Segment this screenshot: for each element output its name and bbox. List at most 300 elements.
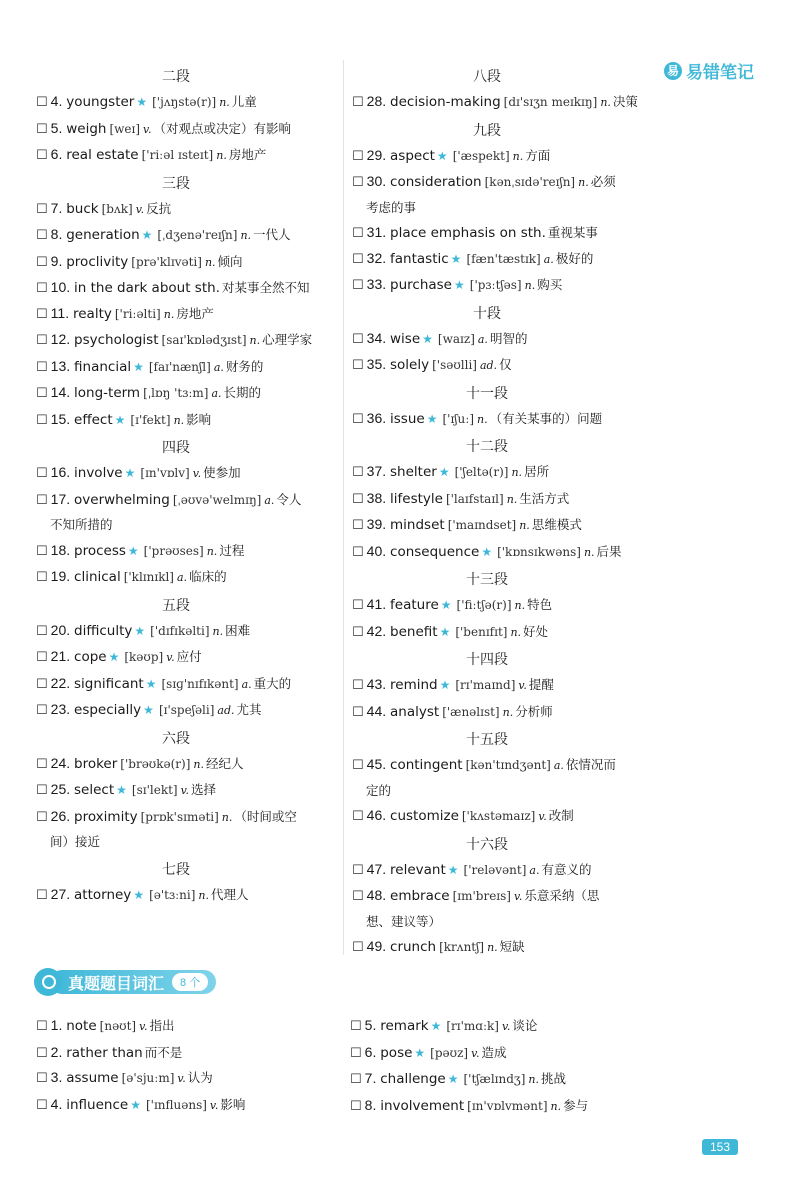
vocab-entry (36, 460, 326, 487)
entry-phonetic: [faɪ'nænʃl] (148, 359, 211, 374)
vocab-section-title-bar (50, 970, 216, 994)
entry-phonetic: ['reləvənt] (463, 862, 527, 877)
entry-definition: 提醒 (528, 677, 554, 692)
entry-word: pose (380, 1044, 413, 1061)
entry-word: generation (66, 227, 140, 243)
entry-word: difficulty (74, 622, 133, 639)
star-icon: ★ (136, 95, 148, 109)
entry-definition: 影响 (220, 1096, 246, 1112)
entry-number: 31. (366, 224, 387, 240)
entry-definition: 决策 (612, 94, 638, 109)
entry-phonetic: [krʌntʃ] (439, 940, 485, 954)
entry-word: challenge (380, 1071, 446, 1087)
vocab-section-title: 真题题目词汇 (68, 975, 165, 993)
entry-number: 12. (50, 331, 71, 347)
entry-word: cope (74, 649, 107, 665)
checkbox[interactable]: ☐ (36, 675, 48, 691)
entry-word: benefit (390, 623, 438, 640)
star-icon: ★ (141, 228, 153, 242)
entry-word: involvement (380, 1097, 465, 1114)
checkbox[interactable]: ☐ (36, 808, 48, 824)
entry-part-of-speech: v. (166, 651, 175, 664)
entry-number: 5. (50, 119, 63, 136)
entry-part-of-speech: n. (198, 888, 209, 902)
checkbox[interactable]: ☐ (36, 755, 48, 771)
checkbox[interactable]: ☐ (36, 94, 48, 109)
star-icon: ★ (481, 544, 493, 559)
entry-part-of-speech: v. (538, 810, 547, 823)
entry-part-of-speech: a. (211, 387, 222, 400)
checkbox[interactable]: ☐ (352, 94, 364, 109)
entry-number: 27. (50, 885, 71, 902)
checkbox[interactable]: ☐ (352, 174, 364, 189)
entry-phonetic: ['ɪnfluəns] (145, 1097, 207, 1112)
entry-word: significant (74, 675, 144, 692)
entry-phonetic: [nəʊt] (99, 1019, 137, 1033)
entry-definition: 令人 (276, 491, 302, 507)
entry-phonetic: ['laɪfstaɪl] (445, 491, 504, 506)
entry-definition: 心理学家 (262, 332, 313, 347)
entry-word: youngster (66, 94, 135, 110)
entry-number: 25. (50, 781, 71, 797)
entry-definition: 指出 (149, 1018, 175, 1033)
entry-word: overwhelming (74, 491, 170, 508)
star-icon: ★ (116, 783, 127, 797)
entry-part-of-speech: v. (139, 1020, 148, 1033)
vocab-entry (36, 142, 326, 169)
star-icon: ★ (108, 650, 120, 664)
star-icon: ★ (133, 359, 144, 374)
entry-phonetic: [waɪz] (437, 331, 475, 346)
vocab-entry (352, 459, 642, 486)
entry-number: 9. (50, 252, 63, 269)
entry-phonetic: ['dɪfɪkəlti] (150, 623, 210, 638)
vocab-entry (352, 352, 642, 379)
entry-phonetic: [kən'tɪndʒənt] (465, 758, 551, 772)
vocab-entry (352, 803, 642, 830)
vocab-entry (36, 249, 326, 276)
checkbox[interactable]: ☐ (352, 357, 364, 372)
entry-part-of-speech: ad. (217, 704, 235, 717)
entry-number: 42. (366, 622, 387, 639)
checkbox[interactable]: ☐ (36, 886, 48, 902)
entry-number: 14. (50, 384, 71, 400)
entry-number: 46. (366, 807, 387, 823)
section-heading: 二段 (162, 68, 190, 84)
checkbox[interactable]: ☐ (352, 147, 364, 163)
entry-part-of-speech: n. (163, 307, 175, 321)
right-column (352, 62, 642, 961)
entry-number: 33. (366, 276, 387, 292)
entry-definition: 特色 (527, 597, 553, 612)
entry-word: note (66, 1018, 97, 1034)
checkbox[interactable]: ☐ (352, 939, 364, 954)
entry-part-of-speech: a. (264, 493, 275, 507)
entry-definition-continued: 不知所措的 (50, 517, 113, 532)
checkbox[interactable]: ☐ (352, 277, 364, 292)
checkbox[interactable]: ☐ (36, 702, 48, 717)
vocab-entry (352, 169, 642, 220)
entry-part-of-speech: n. (528, 1073, 539, 1086)
checkbox[interactable]: ☐ (36, 385, 48, 400)
entry-definition: 仅 (499, 357, 512, 372)
vocab-entry (352, 592, 642, 619)
vocab-entry (36, 882, 326, 909)
checkbox[interactable]: ☐ (36, 411, 48, 427)
vocab-entry (36, 1065, 245, 1092)
checkbox[interactable]: ☐ (36, 227, 48, 242)
entry-definition: 儿童 (231, 94, 257, 109)
entry-part-of-speech: n. (216, 149, 227, 162)
section-heading: 三段 (162, 174, 190, 191)
vocab-entry (352, 220, 642, 246)
checkbox[interactable]: ☐ (352, 861, 364, 877)
vocab-entry (350, 1066, 588, 1093)
checkbox[interactable]: ☐ (36, 649, 48, 664)
star-icon: ★ (134, 623, 146, 638)
section-heading: 五段 (162, 596, 190, 613)
entry-word: place emphasis on sth. (390, 225, 546, 241)
star-icon: ★ (422, 331, 433, 346)
entry-phonetic: ['riːəl ɪsteɪt] (141, 148, 214, 162)
checkbox[interactable]: ☐ (352, 543, 364, 559)
entry-phonetic: [ɪn'vɒlv] (140, 466, 190, 480)
checkbox[interactable]: ☐ (352, 623, 364, 639)
checkbox[interactable]: ☐ (352, 703, 364, 719)
entry-part-of-speech: v. (501, 1020, 511, 1033)
entry-definition: 明智的 (489, 330, 528, 346)
star-icon: ★ (143, 703, 154, 717)
entry-phonetic: [ˌəʊvə'welmɪŋ] (172, 492, 262, 507)
entry-number: 36. (366, 409, 387, 426)
entry-part-of-speech: n. (204, 255, 216, 269)
entry-phonetic: ['jʌŋstə(r)] (152, 95, 217, 109)
entry-part-of-speech: n. (550, 1099, 562, 1113)
checkbox[interactable]: ☐ (350, 1018, 362, 1033)
entry-definition: 对某事全然不知 (221, 280, 310, 295)
entry-number: 18. (50, 541, 71, 558)
vocab-entry (352, 512, 642, 539)
checkbox[interactable]: ☐ (352, 808, 364, 823)
entry-phonetic: [ɪ'speʃəli] (158, 703, 215, 717)
entry-part-of-speech: a. (177, 571, 188, 584)
entry-definition: 方面 (525, 147, 551, 163)
checkbox[interactable]: ☐ (352, 888, 364, 903)
entry-word: consideration (390, 174, 482, 190)
entry-word: financial (74, 358, 132, 375)
vocab-entry (36, 354, 326, 381)
section-heading: 十五段 (466, 731, 508, 747)
entry-number: 7. (50, 199, 63, 216)
entry-number: 37. (366, 463, 387, 479)
entry-number: 11. (50, 304, 70, 321)
checkbox[interactable]: ☐ (36, 358, 48, 374)
entry-number: 20. (50, 621, 71, 638)
bottom-left-list (36, 1013, 245, 1118)
entry-phonetic: [fæn'tæstɪk] (466, 251, 541, 266)
checkbox[interactable]: ☐ (36, 622, 48, 638)
entry-phonetic: [prə'klɪvəti] (131, 254, 202, 269)
entry-word: consequence (390, 543, 480, 560)
entry-definition-continued: 间）接近 (50, 834, 101, 849)
entry-word: rather than (66, 1044, 143, 1061)
vocab-entry (36, 618, 326, 645)
entry-number: 17. (50, 490, 71, 507)
entry-definition: 选择 (191, 782, 217, 797)
entry-word: buck (66, 200, 99, 217)
checkbox[interactable]: ☐ (352, 677, 364, 692)
section-heading: 六段 (162, 729, 190, 746)
entry-word: influence (66, 1096, 129, 1113)
entry-part-of-speech: v. (471, 1046, 480, 1060)
checkbox[interactable]: ☐ (36, 491, 48, 507)
vocab-entry (36, 1040, 245, 1066)
vocab-entry (350, 1013, 588, 1040)
star-icon: ★ (439, 624, 451, 639)
star-icon: ★ (454, 278, 465, 292)
entry-definition: 反抗 (146, 200, 172, 216)
entry-word: in the dark about sth. (74, 280, 220, 296)
entry-part-of-speech: v. (192, 467, 202, 480)
vocab-entry (352, 672, 642, 699)
vocab-entry (352, 143, 642, 170)
entry-phonetic: ['ʃeltə(r)] (454, 465, 509, 479)
entry-number: 28. (366, 93, 387, 109)
entry-definition: 尤其 (236, 702, 262, 717)
entry-number: 4. (50, 1095, 63, 1112)
checkbox[interactable]: ☐ (352, 410, 364, 426)
entry-word: proclivity (66, 253, 129, 270)
entry-phonetic: [rɪ'mɑːk] (446, 1019, 499, 1033)
entry-number: 34. (366, 329, 387, 346)
star-icon: ★ (145, 676, 157, 691)
star-icon: ★ (436, 148, 448, 163)
entry-number: 6. (364, 1043, 377, 1060)
entry-definition: 一代人 (253, 227, 291, 242)
entry-number: 22. (50, 674, 71, 691)
entry-definition: （时间或空 (234, 808, 297, 824)
entry-number: 32. (366, 249, 387, 266)
vocab-entry (350, 1093, 588, 1120)
entry-definition: 使参加 (203, 465, 241, 480)
entry-word: process (74, 542, 126, 559)
entry-number: 47. (366, 860, 387, 877)
star-icon: ★ (133, 887, 145, 902)
entry-phonetic: [ɪm'breɪs] (452, 889, 511, 903)
entry-word: broker (74, 755, 118, 772)
checkbox[interactable]: ☐ (350, 1044, 362, 1060)
entry-phonetic: ['æspekt] (452, 148, 510, 163)
entry-number: 13. (50, 357, 71, 374)
checkbox[interactable]: ☐ (36, 305, 48, 321)
entry-part-of-speech: v. (177, 1072, 186, 1085)
entry-part-of-speech: a. (477, 332, 488, 346)
entry-word: realty (72, 305, 112, 322)
entry-part-of-speech: n. (249, 334, 261, 347)
entry-part-of-speech: v. (514, 890, 523, 903)
entry-word: shelter (390, 464, 437, 480)
entry-phonetic: ['pɜːtʃəs] (469, 278, 522, 292)
entry-phonetic: [pəʊz] (430, 1045, 469, 1060)
entry-phonetic: [sɪɡ'nɪfɪkənt] (161, 676, 239, 691)
entry-definition: 临床的 (189, 569, 227, 584)
entry-part-of-speech: n. (173, 413, 185, 427)
entry-phonetic: [dɪ'sɪʒn meɪkɪŋ] (503, 95, 598, 109)
entry-part-of-speech: a. (529, 863, 540, 877)
entry-phonetic: [ə'tɜːni] (149, 887, 196, 902)
entry-phonetic: [sɪ'lekt] (131, 783, 178, 797)
section-heading: 九段 (473, 121, 501, 138)
entry-phonetic: ['səʊlli] (432, 358, 477, 372)
entry-phonetic: ['kɒnsɪkwəns] (497, 544, 581, 559)
entry-part-of-speech: n. (583, 545, 595, 559)
entry-word: clinical (74, 569, 121, 585)
vocab-entry (36, 1013, 245, 1040)
entry-number: 26. (50, 807, 71, 824)
checkbox[interactable]: ☐ (36, 332, 48, 347)
vocab-entry (352, 326, 642, 353)
checkbox[interactable]: ☐ (352, 490, 364, 506)
entry-part-of-speech: n. (221, 810, 233, 824)
vocab-entry (36, 777, 326, 804)
entry-phonetic: ['maɪndset] (447, 518, 517, 532)
entry-word: relevant (390, 861, 446, 878)
star-icon: ★ (447, 862, 459, 877)
vocab-entry (352, 752, 642, 803)
vocab-entry (352, 89, 642, 116)
entry-part-of-speech: n. (519, 519, 530, 532)
entry-definition: （对观点或决定）有影响 (153, 120, 291, 136)
entry-number: 23. (50, 701, 71, 717)
entry-phonetic: [prɒk'sɪməti] (140, 809, 219, 824)
entry-phonetic: [ɪn'vɒlvmənt] (467, 1098, 548, 1113)
entry-definition: 生活方式 (519, 490, 570, 506)
checkbox[interactable]: ☐ (36, 465, 48, 480)
checkbox[interactable]: ☐ (350, 1097, 362, 1113)
entry-word: attorney (74, 886, 132, 903)
vocab-entry (352, 486, 642, 513)
entry-definition: 短缺 (499, 939, 525, 954)
entry-part-of-speech: n. (477, 412, 488, 426)
entry-number: 44. (366, 702, 387, 719)
section-heading: 八段 (473, 68, 501, 84)
entry-number: 48. (366, 887, 387, 903)
entry-part-of-speech: v. (209, 1098, 219, 1112)
entry-definition: 过程 (219, 542, 245, 558)
checkbox[interactable]: ☐ (352, 250, 364, 266)
vocab-entry (36, 1092, 245, 1119)
checkbox[interactable]: ☐ (36, 542, 48, 558)
entry-part-of-speech: n. (502, 705, 514, 719)
checkbox[interactable]: ☐ (36, 120, 48, 136)
entry-word: psychologist (74, 332, 159, 348)
checkbox[interactable]: ☐ (36, 1096, 48, 1112)
star-icon: ★ (124, 466, 136, 480)
entry-definition: 思维模式 (531, 517, 582, 532)
entry-number: 10. (50, 279, 71, 295)
entry-word: select (74, 782, 115, 798)
entry-definition: 必须 (590, 174, 616, 189)
checkbox[interactable]: ☐ (36, 147, 48, 162)
checkbox[interactable]: ☐ (350, 1071, 362, 1086)
entry-word: customize (390, 808, 459, 824)
star-icon: ★ (114, 412, 126, 427)
checkbox[interactable]: ☐ (352, 517, 364, 532)
checkbox[interactable]: ☐ (36, 782, 48, 797)
star-icon: ★ (447, 1072, 459, 1086)
entry-part-of-speech: n. (514, 599, 526, 612)
entry-part-of-speech: n. (193, 757, 204, 771)
checkbox[interactable]: ☐ (36, 1044, 48, 1060)
magnifier-icon (34, 968, 62, 996)
vocab-entry (352, 272, 642, 299)
entry-definition: 挑战 (540, 1071, 566, 1086)
entry-part-of-speech: v. (180, 784, 190, 797)
checkbox[interactable]: ☐ (36, 1070, 48, 1085)
checkbox[interactable]: ☐ (352, 225, 364, 240)
entry-word: remind (390, 677, 438, 693)
checkbox[interactable]: ☐ (36, 253, 48, 269)
section-heading: 十段 (473, 304, 501, 321)
entry-number: 41. (366, 596, 387, 612)
checkbox[interactable]: ☐ (352, 330, 364, 346)
entry-word: aspect (390, 147, 435, 164)
entry-phonetic: ['tʃælɪndʒ] (463, 1072, 526, 1086)
vocab-entry (36, 275, 326, 301)
entry-part-of-speech: a. (213, 360, 224, 374)
checkbox[interactable]: ☐ (36, 1018, 48, 1033)
entry-part-of-speech: n. (510, 625, 522, 639)
entry-number: 16. (50, 464, 71, 480)
entry-number: 35. (366, 356, 387, 372)
entry-number: 6. (50, 146, 63, 162)
entry-number: 38. (366, 489, 387, 506)
vocab-entry (352, 857, 642, 884)
vocab-entry (36, 804, 326, 855)
vocab-entry (36, 751, 326, 778)
entry-word: real estate (66, 147, 139, 163)
star-icon: ★ (430, 1019, 442, 1033)
checkbox[interactable]: ☐ (352, 464, 364, 479)
entry-part-of-speech: v. (518, 679, 527, 692)
entry-part-of-speech: n. (524, 279, 536, 292)
star-icon: ★ (439, 678, 451, 692)
entry-part-of-speech: n. (578, 176, 589, 189)
star-icon: ★ (130, 1097, 141, 1112)
vocab-entry (36, 407, 326, 434)
checkbox[interactable]: ☐ (36, 280, 48, 295)
checkbox[interactable]: ☐ (36, 569, 48, 584)
entry-word: proximity (74, 808, 138, 825)
entry-number: 30. (366, 173, 387, 189)
entry-definition: 代理人 (210, 886, 249, 902)
checkbox[interactable]: ☐ (352, 757, 364, 772)
entry-phonetic: ['prəʊses] (143, 543, 204, 558)
entry-part-of-speech: v. (135, 202, 145, 216)
entry-number: 7. (364, 1070, 377, 1086)
checkbox[interactable]: ☐ (36, 200, 48, 216)
entry-definition-continued: 定的 (366, 782, 392, 798)
entry-part-of-speech: n. (240, 229, 252, 242)
star-icon: ★ (440, 598, 452, 612)
entry-word: crunch (390, 939, 437, 955)
star-icon: ★ (426, 411, 438, 426)
entry-part-of-speech: v. (143, 122, 152, 136)
star-icon: ★ (127, 543, 139, 558)
vocab-entry (36, 116, 326, 143)
entry-definition: 造成 (481, 1044, 507, 1060)
checkbox[interactable]: ☐ (352, 597, 364, 612)
